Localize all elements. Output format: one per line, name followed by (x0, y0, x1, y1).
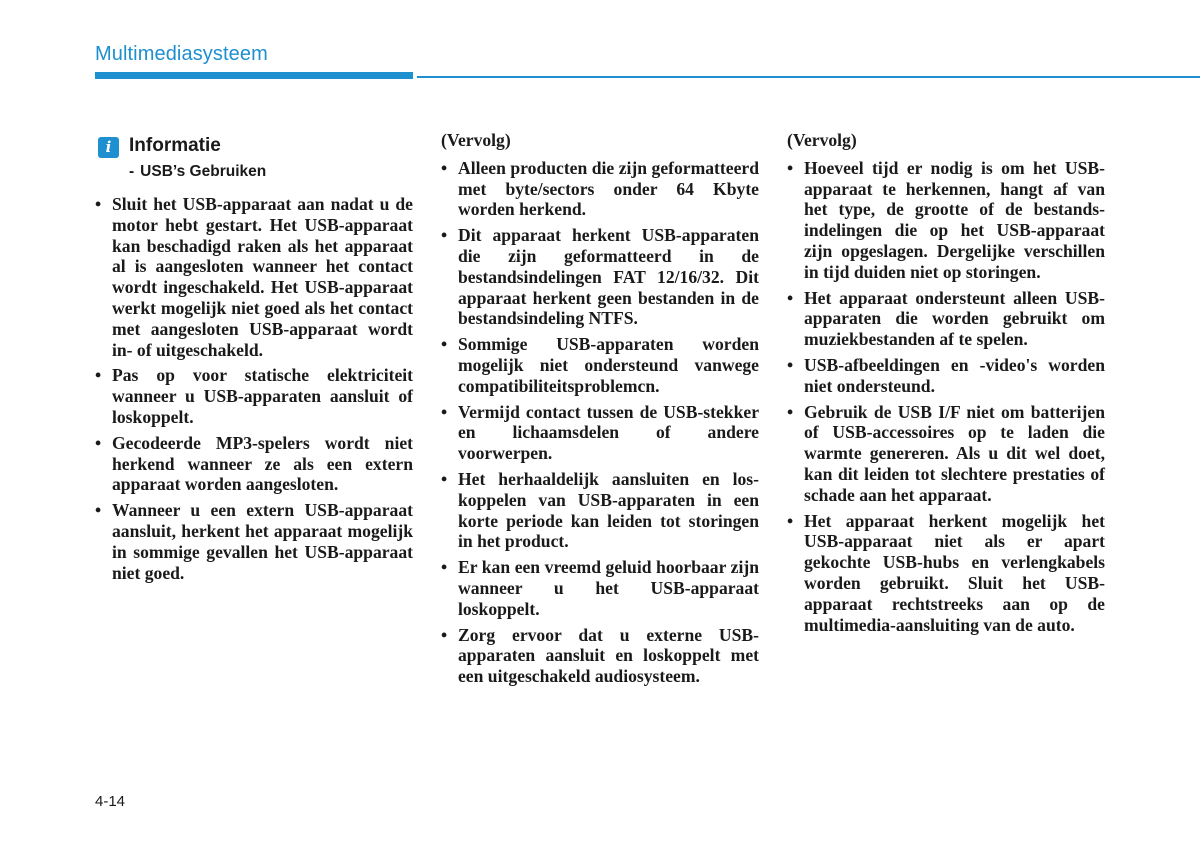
bullet-icon: • (441, 401, 448, 422)
section-title: Multimediasysteem (95, 43, 268, 65)
list-item (441, 557, 759, 619)
bullet-list-right (787, 158, 1105, 636)
list-item-text: USB-afbeeldingen en -video's worden niet ondersteund. (804, 354, 1105, 396)
list-item-text: Er kan een vreemd geluid hoorbaar zijn wanneer u het USB-apparaat loskoppelt. (458, 557, 759, 619)
column-middle (441, 130, 759, 692)
bullet-icon: • (95, 500, 102, 521)
bullet-icon: • (787, 157, 794, 178)
list-item (95, 365, 413, 427)
info-title: Informatie (129, 135, 221, 156)
bullet-icon: • (787, 287, 794, 308)
list-item-text: Het herhaaldelijk aansluiten en loskoppelen van USB-apparaten in een korte periode kan leiden tot storingen in het product. (458, 468, 759, 552)
list-item-text: Het apparaat herkent mogelijk het USB-apparaat niet als er apart gekochte USB-hubs en verlengkabels worden gebruikt. Sluit het USB-apparaat rechtstreeks aan op de multimedia-aansluiting van de auto. (804, 510, 1105, 635)
list-item-text: Vermijd contact tussen de USB-stekker en lichaamsdelen of andere voorwerpen. (458, 401, 759, 464)
bullet-icon: • (95, 194, 102, 214)
list-item-text: Sommige USB-apparaten worden mogelijk niet ondersteund vanwege compatibiliteitsproblemcn. (458, 334, 759, 396)
list-item (95, 433, 413, 495)
page-number: 4-14 (95, 793, 126, 810)
bullet-icon: • (787, 401, 794, 422)
bullet-icon: • (441, 557, 448, 578)
list-item (441, 334, 759, 396)
list-item-text: Wanneer u een extern USB-apparaat aansluit, herkent het apparaat mogelijk in sommige gevallen het USB-apparaat niet goed. (112, 500, 413, 583)
info-heading (95, 130, 413, 194)
column-left (95, 130, 413, 588)
list-item-text: Pas op voor statische elektriciteit wanneer u USB-apparaten aansluit of loskoppelt. (112, 365, 413, 427)
bullet-icon: • (441, 225, 448, 246)
list-item-text: Sluit het USB-apparaat aan nadat u de motor hebt gestart. Het USB-apparaat kan beschadigd raken als het apparaat al is aangesloten wanneer het contact wordt ingeschakeld. Het USB-apparaat werkt mogelijk niet goed als het contact met aangesloten USB-apparaat wordt in- of uitgeschakeld. (112, 194, 413, 360)
bullet-icon: • (787, 510, 794, 531)
list-item (441, 625, 759, 687)
subtitle-dash: - (129, 163, 135, 180)
bullet-icon: • (787, 354, 794, 375)
list-item (441, 158, 759, 220)
bullet-icon: • (95, 365, 102, 386)
header-rule-thick (95, 72, 413, 79)
list-item-text: Gebruik de USB I/F niet om batterijen of USB-accessoires op te laden die warmte genereren. Als u dit wel doet, kan dit leiden tot slechtere prestaties of schade aan het apparaat. (804, 401, 1105, 505)
bullet-icon: • (441, 624, 448, 645)
list-item (787, 355, 1105, 397)
list-item-text: Hoeveel tijd er nodig is om het USB-apparaat te herkennen, hangt af van het type, de grootte of de bestandsindelingen die op het USB-apparaat zijn opgeslagen. Dergelijke verschillen in tijd duiden niet op storingen. (804, 157, 1105, 282)
list-item (95, 194, 413, 360)
list-item (441, 225, 759, 329)
info-icon: i (98, 137, 119, 158)
subtitle-text: USB’s Gebruiken (140, 163, 267, 180)
list-item (441, 469, 759, 552)
bullet-icon: • (441, 334, 448, 355)
list-item (787, 402, 1105, 506)
bullet-list-left (95, 194, 413, 583)
list-item-text: Het apparaat ondersteunt alleen USB-apparaten die worden gebruikt om muziekbestanden af te spelen. (804, 287, 1105, 350)
list-item-text: Alleen producten die zijn geformatteerd met byte/sectors onder 64 Kbyte worden herkend. (458, 157, 759, 220)
column-right (787, 130, 1105, 640)
list-item-text: Dit apparaat herkent USB-apparaten die zijn geformatteerd in de bestandsindelingen FAT 12/16/32. Dit apparaat herkent geen bestanden in de bestandsindeling NTFS. (458, 225, 759, 329)
list-item (95, 500, 413, 583)
bullet-icon: • (441, 468, 448, 489)
list-item (787, 158, 1105, 283)
continued-label: (Vervolg) (787, 130, 857, 150)
list-item (787, 511, 1105, 636)
list-item-text: Zorg ervoor dat u externe USB-apparaten aansluit en loskoppelt met een uitgeschakeld audiosysteem. (458, 624, 759, 687)
continued-label: (Vervolg) (441, 130, 511, 150)
bullet-list-middle (441, 158, 759, 687)
list-item (441, 402, 759, 464)
list-item-text: Gecodeerde MP3-spelers wordt niet herkend wanneer ze als een extern apparaat worden aangesloten. (112, 432, 413, 495)
header-rule-thin (417, 76, 1200, 78)
list-item (787, 288, 1105, 350)
info-subtitle (129, 162, 266, 183)
bullet-icon: • (441, 157, 448, 178)
bullet-icon: • (95, 432, 102, 453)
